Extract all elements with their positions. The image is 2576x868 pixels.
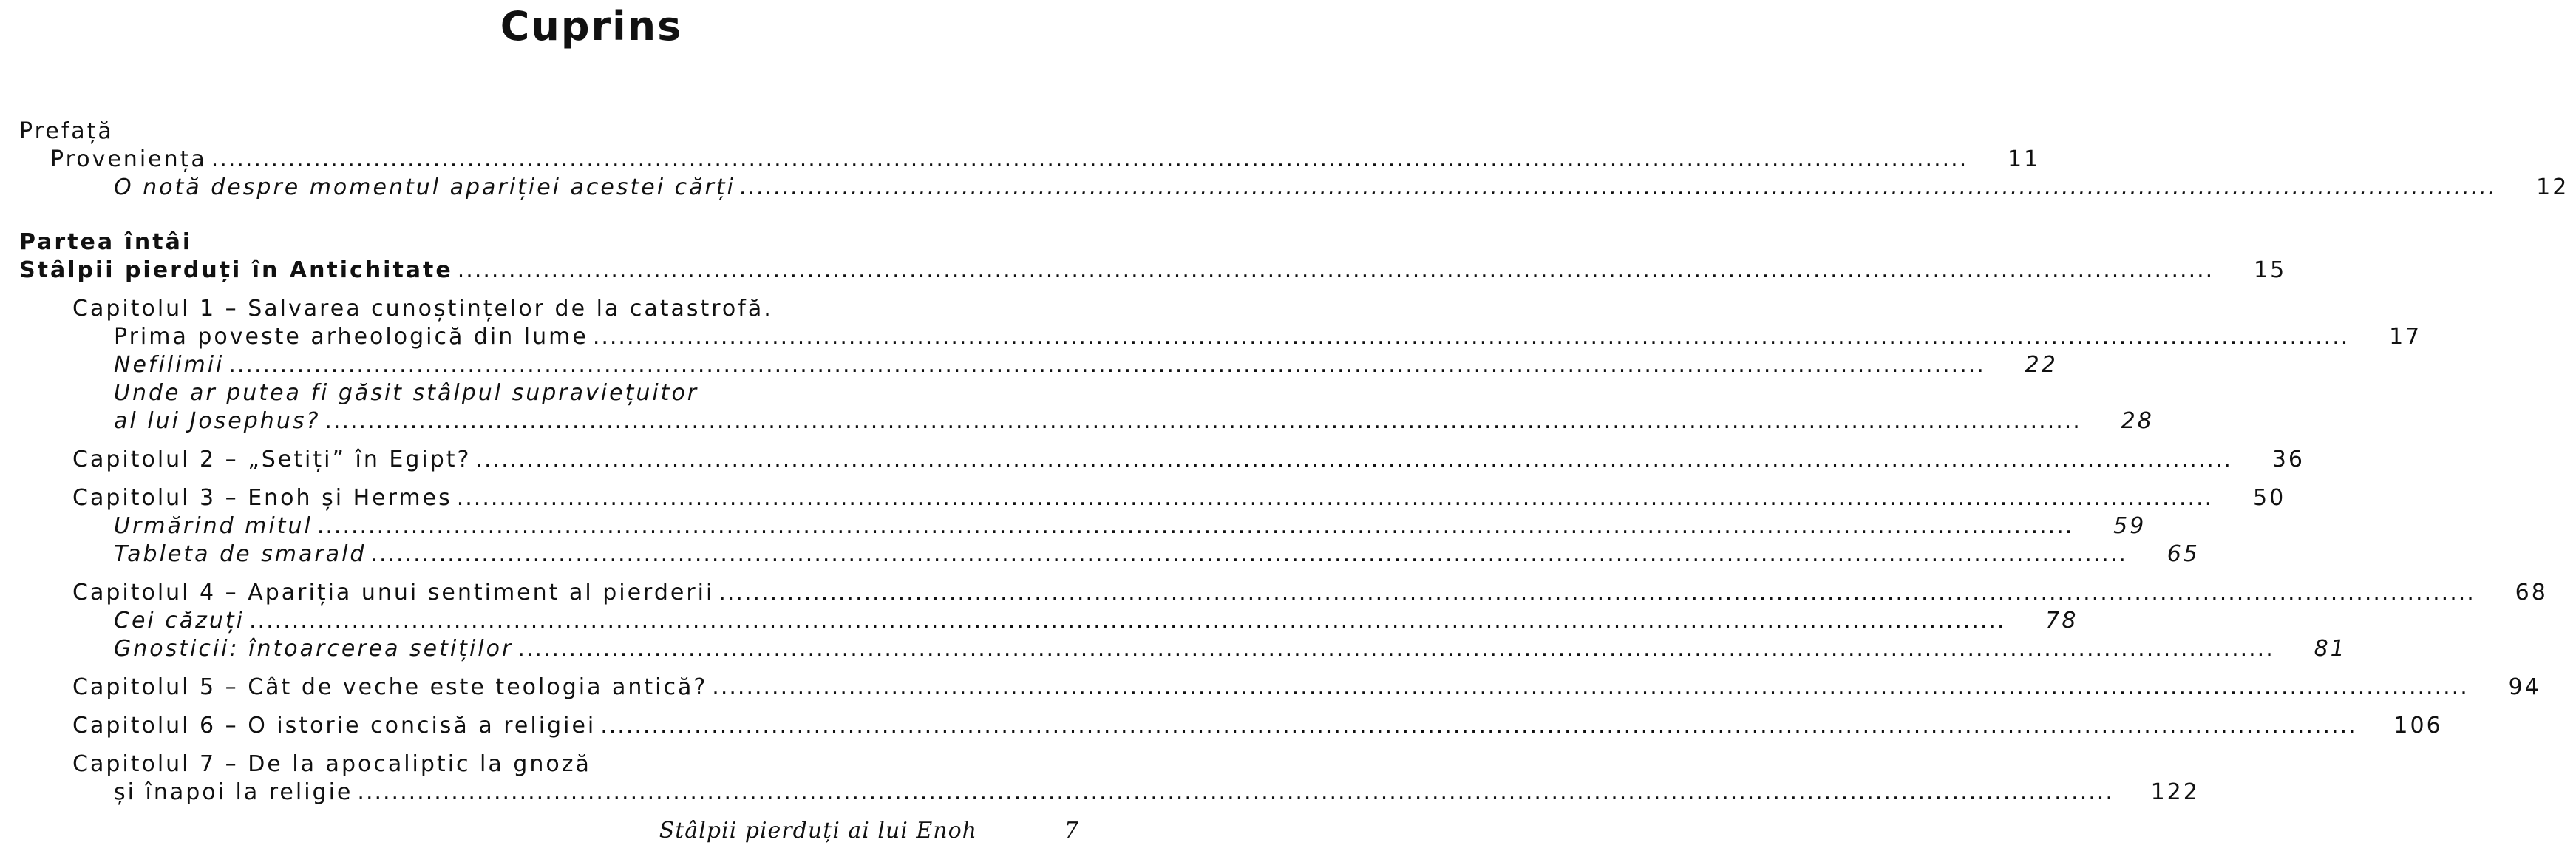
toc-leader-dots: [718, 580, 2475, 606]
toc-label: al lui Josephus?: [114, 408, 321, 434]
toc-entry-unde-line1: [0, 380, 1223, 410]
toc-label: Prima poveste arheologică din lume: [114, 324, 588, 350]
toc-label: Capitolul 7 – De la apocaliptic la gnoză: [72, 751, 591, 777]
page-footer: [0, 818, 1183, 847]
toc-leader-dots: [593, 324, 2349, 350]
toc-label: Capitolul 4 – Apariția unui sentiment al pierderii: [72, 580, 715, 606]
toc-chapter-7-line2: [0, 779, 2200, 809]
toc-page-number: 122: [2150, 779, 2200, 805]
toc-label: Unde ar putea fi găsit stâlpul supraviețuitor: [114, 380, 699, 406]
toc-label: Urmărind mitul: [114, 513, 313, 539]
toc-label: Proveniența: [50, 146, 207, 172]
toc-page-number: 50: [2252, 485, 2286, 511]
toc-label: Gnosticii: întoarcerea setiților: [114, 636, 514, 662]
toc-chapter-4: [0, 580, 2548, 609]
toc-label: Prefață: [19, 118, 114, 144]
toc-label: O notă despre momentul apariției acestei cărți: [114, 174, 735, 200]
toc-label: Tableta de smarald: [114, 541, 367, 567]
toc-leader-dots: [211, 146, 1968, 172]
toc-page-number: 68: [2515, 580, 2548, 606]
toc-label: Nefilimii: [114, 352, 225, 378]
toc-label: Cei căzuți: [114, 608, 245, 634]
toc-label: Capitolul 6 – O istorie concisă a religiei: [72, 713, 597, 739]
toc-page-number: 15: [2254, 257, 2287, 283]
toc-entry-tableta: [0, 541, 2200, 571]
toc-leader-dots: [458, 257, 2214, 283]
toc-label: Stâlpii pierduți în Antichitate: [19, 257, 453, 283]
toc-entry-stalpii: [0, 257, 2287, 287]
toc-leader-dots: [317, 513, 2073, 539]
toc-leader-dots: [370, 541, 2127, 567]
footer-book-title: Stâlpii pierduți ai lui Enoh: [659, 818, 977, 844]
toc-chapter-2: [0, 447, 2305, 476]
toc-entry-nefilimii: [0, 352, 2058, 382]
toc-label: Capitolul 1 – Salvarea cunoștințelor de la catastrofă.: [72, 296, 773, 322]
toc-page-number: 78: [2045, 608, 2079, 634]
toc-label: Capitolul 5 – Cât de veche este teologia antică?: [72, 674, 708, 700]
toc-entry-nota: [0, 174, 2569, 204]
toc-leader-dots: [324, 408, 2081, 434]
toc-label: Capitolul 2 – „Setiți” în Egipt?: [72, 447, 472, 472]
toc-page-number: 36: [2271, 447, 2305, 472]
toc-page-number: 94: [2508, 674, 2541, 700]
toc-heading-partea: [0, 229, 1128, 259]
toc-page-number: 12: [2536, 174, 2569, 200]
toc-entry-urmarind: [0, 513, 2147, 543]
toc-page-number: 81: [2314, 636, 2347, 662]
page-title: Cuprins: [500, 3, 683, 50]
toc-leader-dots: [600, 713, 2356, 739]
toc-label: Capitolul 3 – Enoh și Hermes: [72, 485, 452, 511]
toc-entry-provenienta: [0, 146, 2041, 176]
toc-page-number: 59: [2113, 513, 2147, 539]
toc-page-number: 28: [2121, 408, 2154, 434]
toc-chapter-6: [0, 713, 2443, 742]
toc-entry-prima-poveste: [0, 324, 2422, 353]
toc-chapter-3: [0, 485, 2286, 515]
toc-entry-cei-cazuti: [0, 608, 2079, 637]
toc-page-number: 11: [2008, 146, 2041, 172]
toc-page-number: 106: [2393, 713, 2443, 739]
footer-page-number: 7: [1064, 818, 1079, 844]
toc-leader-dots: [457, 485, 2213, 511]
toc-page-number: 22: [2025, 352, 2058, 378]
toc-leader-dots: [228, 352, 1985, 378]
toc-label: și înapoi la religie: [114, 779, 353, 805]
toc-leader-dots: [517, 636, 2274, 662]
toc-page-number: 65: [2167, 541, 2200, 567]
toc-leader-dots: [712, 674, 2468, 700]
toc-leader-dots: [740, 174, 2496, 200]
toc-leader-dots: [357, 779, 2113, 805]
toc-leader-dots: [249, 608, 2005, 634]
toc-chapter-1-title: [0, 296, 1181, 325]
toc-leader-dots: [475, 447, 2232, 472]
toc-page-number: 17: [2389, 324, 2422, 350]
toc-entry-unde-line2: [0, 408, 2154, 438]
toc-chapter-5: [0, 674, 2541, 704]
toc-entry-gnosticii: [0, 636, 2347, 665]
toc-label: Partea întâi: [19, 229, 193, 255]
toc-chapter-7-line1: [0, 751, 1181, 781]
toc-heading-prefata: [0, 118, 1128, 148]
